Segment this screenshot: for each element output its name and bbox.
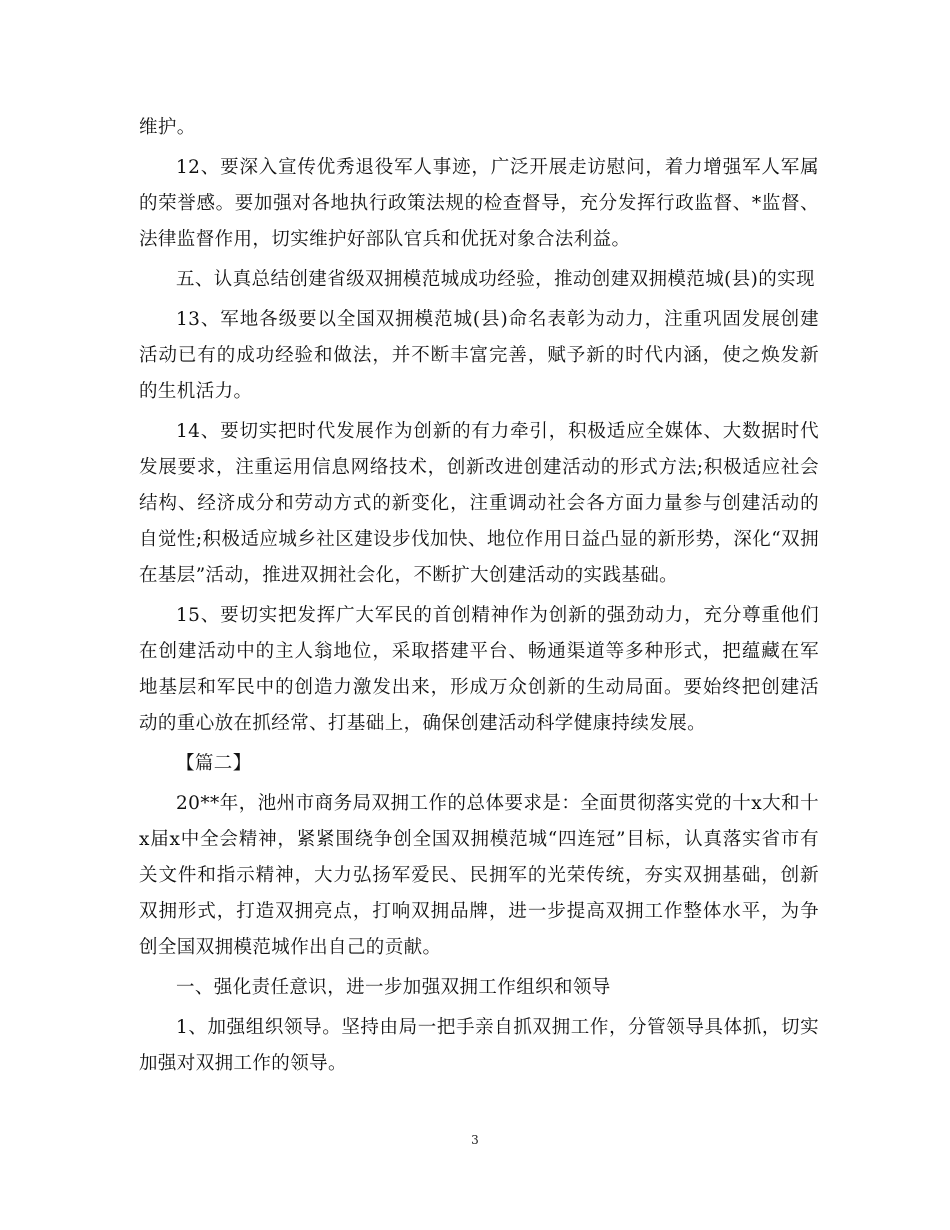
paragraph-item-1: 1、加强组织领导。坚持由局一把手亲自抓双拥工作，分管领导具体抓，切实加强对双拥工作的领导。 (139, 1017, 819, 1074)
section-heading-5: 五、认真总结创建省级双拥模范城成功经验，推动创建双拥模范城(县)的实现 (176, 269, 815, 290)
page-number: 3 (471, 1133, 479, 1147)
paragraph-item-14: 14、要切实把时代发展作为创新的有力牵引，积极适应全媒体、大数据时代发展要求，注重运用信息网络技术，创新改进创建活动的形式方法;积极适应社会结构、经济成分和劳动方式的新变化，注重调动社会各方面力量参与创建活动的自觉性;积极适应城乡社区建设步伐加快、地位作用日益凸显的新形势，深化“双拥在基层”活动，推进双拥社会化，不断扩大创建活动的实践基础。 (139, 421, 819, 586)
paragraph-overall-requirements: 20**年，池州市商务局双拥工作的总体要求是：全面贯彻落实党的十x大和十x届x中全会精神，紧紧围绕争创全国双拥模范城“四连冠”目标，认真落实省市有关文件和指示精神，大力弘扬军爱民、民拥军的光荣传统，夯实双拥基础，创新双拥形式，打造双拥亮点，打响双拥品牌，进一步提高双拥工作整体水平，为争创全国双拥模范城作出自己的贡献。 (139, 793, 819, 958)
paragraph-item-13: 13、军地各级要以全国双拥模范城(县)命名表彰为动力，注重巩固发展创建活动已有的成功经验和做法，并不断丰富完善，赋予新的时代内涵，使之焕发新的生机活力。 (139, 309, 819, 402)
part-heading-2: 【篇二】 (176, 753, 252, 774)
paragraph-continuation: 维护。 (139, 117, 196, 138)
document-body (139, 110, 819, 1086)
section-heading-1: 一、强化责任意识，进一步加强双拥工作组织和领导 (176, 977, 611, 998)
paragraph-item-15: 15、要切实把发挥广大军民的首创精神作为创新的强劲动力，充分尊重他们在创建活动中的主人翁地位，采取搭建平台、畅通渠道等多种形式，把蕴藏在军地基层和军民中的创造力激发出来，形成万众创新的生动局面。要始终把创建活动的重心放在抓经常、打基础上，确保创建活动科学健康持续发展。 (139, 605, 819, 734)
paragraph-item-12: 12、要深入宣传优秀退役军人事迹，广泛开展走访慰问，着力增强军人军属的荣誉感。要加强对各地执行政策法规的检查督导，充分发挥行政监督、*监督、法律监督作用，切实维护好部队官兵和优抚对象合法利益。 (139, 157, 819, 250)
